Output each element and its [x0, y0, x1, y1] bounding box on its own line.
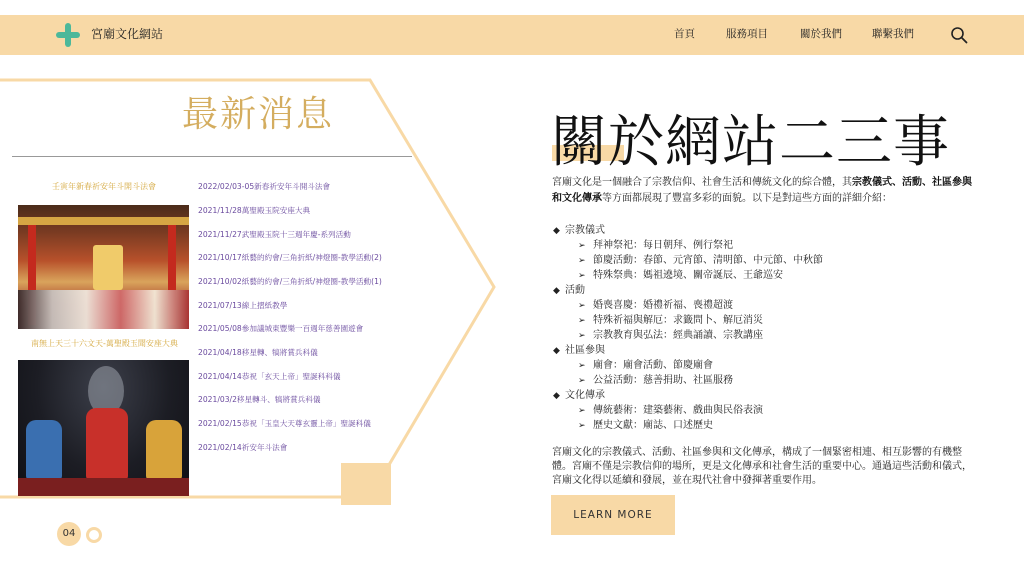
nav-item-contact[interactable]: 聯繫我們	[872, 28, 914, 40]
news-item[interactable]: 2021/04/14恭祝「玄天上帝」聖誕科科儀	[198, 372, 341, 381]
section-title: ◆ 活動	[553, 285, 585, 296]
section-item: ➢ 婚喪喜慶：婚禮祈福、喪禮超渡	[578, 300, 733, 311]
news-item[interactable]: 2021/11/28萬聖殿玉院安座大典	[198, 206, 311, 215]
arrow-bullet-icon: ➢	[578, 316, 586, 326]
news-item[interactable]: 2021/11/27武聖殿玉院十三週年慶-系列活動	[198, 230, 351, 239]
news-photo-caption: 壬寅年新春祈安年斗開斗法會	[52, 182, 156, 191]
site-name[interactable]: 宮廟文化網站	[91, 27, 164, 41]
section-item: ➢ 宗教教育與弘法：經典誦讀、宗教講座	[578, 330, 763, 341]
section-item: ➢ 節慶活動：春節、元宵節、清明節、中元節、中秋節	[578, 255, 823, 266]
page-indicator-ring	[86, 527, 102, 543]
search-icon[interactable]	[950, 26, 968, 44]
news-item[interactable]: 2021/05/08參加議城東豐樂一百週年慈善園遊會	[198, 324, 364, 333]
nav-item-about[interactable]: 關於我們	[800, 28, 842, 40]
section-item: ➢ 公益活動：慈善捐助、社區服務	[578, 375, 733, 386]
news-item[interactable]: 2021/10/02紙藝的約會/三角折紙/神燈圈-教學活動(1)	[198, 277, 382, 286]
deity-statues-photo[interactable]	[18, 360, 189, 496]
news-item[interactable]: 2021/02/15恭祝「玉皇大天尊玄靈上帝」聖誕科儀	[198, 419, 371, 428]
diamond-bullet-icon: ◆	[553, 346, 560, 356]
section-item: ➢ 拜神祭祀：每日朝拜、例行祭祀	[578, 240, 733, 251]
arrow-bullet-icon: ➢	[578, 301, 586, 311]
section-item: ➢ 廟會：廟會活動、節慶廟會	[578, 360, 713, 371]
news-item[interactable]: 2022/02/03-05新春祈安年斗開斗法會	[198, 182, 331, 191]
about-conclusion: 宮廟文化的宗教儀式、活動、社區參與和文化傳承，構成了一個緊密相連、相互影響的有機整體。宮廟不僅是宗教信仰的場所，更是文化傳承和社會生活的重要中心。通過這些活動和儀式，宮廟文化得以延續和發展，並在現代社會中發揮著重要作用。	[552, 447, 972, 486]
arrow-bullet-icon: ➢	[578, 241, 586, 251]
section-item: ➢ 傳統藝術：建築藝術、戲曲與民俗表演	[578, 405, 763, 416]
section-title: ◆ 宗教儀式	[553, 225, 605, 236]
arrow-bullet-icon: ➢	[578, 376, 586, 386]
nav-item-services[interactable]: 服務項目	[726, 28, 768, 40]
section-item: ➢ 歷史文獻：廟誌、口述歷史	[578, 420, 713, 431]
temple-ceremony-photo[interactable]	[18, 205, 189, 329]
section-item: ➢ 特殊祈福與解厄：求籤問卜、解厄消災	[578, 315, 763, 326]
arrow-bullet-icon: ➢	[578, 361, 586, 371]
arrow-bullet-icon: ➢	[578, 406, 586, 416]
news-title: 最新消息	[182, 94, 335, 135]
nav-item-home[interactable]: 首頁	[674, 28, 695, 40]
arrow-bullet-icon: ➢	[578, 421, 586, 431]
news-item[interactable]: 2021/02/14祈安年斗法會	[198, 443, 288, 452]
news-item[interactable]: 2021/04/18移星轉、犒將賞兵科儀	[198, 348, 318, 357]
news-item[interactable]: 2021/10/17紙藝的約會/三角折紙/神燈圈-教學活動(2)	[198, 253, 382, 262]
about-title: 關於網站二三事	[551, 110, 950, 175]
arrow-bullet-icon: ➢	[578, 271, 586, 281]
section-title: ◆ 社區參與	[553, 345, 605, 356]
section-title: ◆ 文化傳承	[553, 390, 605, 401]
news-photo-caption: 南無上天三十六文天-萬聖殿玉聞安座大典	[31, 339, 178, 348]
diamond-bullet-icon: ◆	[553, 391, 560, 401]
about-intro: 宮廟文化是一個融合了宗教信仰、社會生活和傳統文化的綜合體，其宗教儀式、活動、社區參與和文化傳承等方面都展現了豐富多彩的面貌。以下是對這些方面的詳細介紹：	[552, 177, 972, 204]
learn-more-button[interactable]: LEARN MORE	[551, 495, 675, 535]
section-item: ➢ 特殊祭典：媽祖遶境、關帝誕辰、王爺巡安	[578, 270, 783, 281]
diamond-bullet-icon: ◆	[553, 286, 560, 296]
page-number-badge: 04	[57, 522, 81, 546]
arrow-bullet-icon: ➢	[578, 256, 586, 266]
divider	[12, 156, 412, 157]
arrow-bullet-icon: ➢	[578, 331, 586, 341]
news-item[interactable]: 2021/03/2移星轉斗、犒將賞兵科儀	[198, 395, 321, 404]
diamond-bullet-icon: ◆	[553, 226, 560, 236]
news-item[interactable]: 2021/07/13線上摺紙教學	[198, 301, 288, 310]
